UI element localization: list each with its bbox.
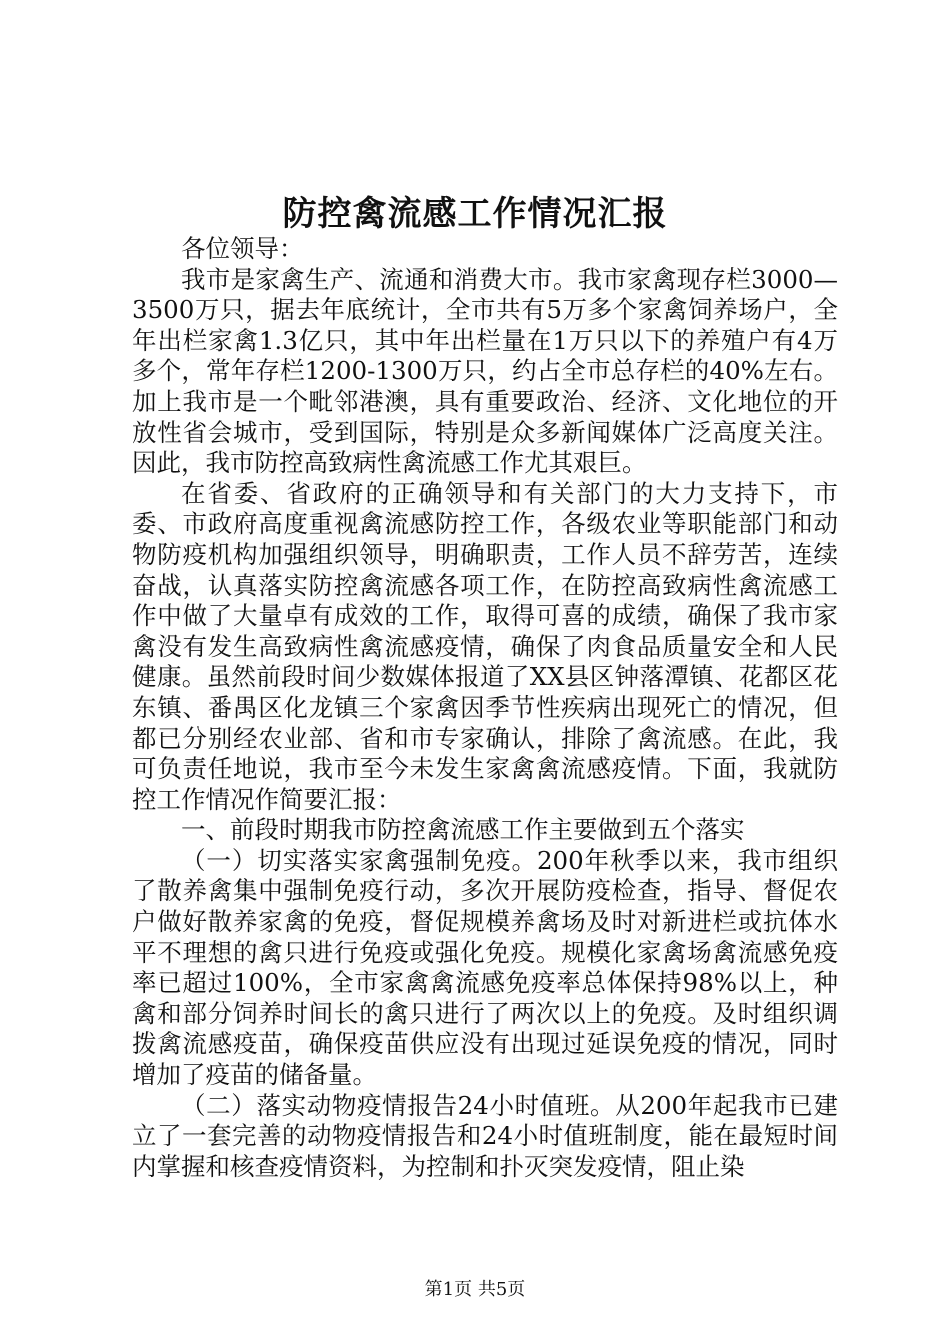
body-paragraph: 在省委、省政府的正确领导和有关部门的大力支持下，市委、市政府高度重视禽流感防控工作，各级农业等职能部门和动物防疫机构加强组织领导，明确职责，工作人员不辞劳苦，连续奋战，认真落实防控禽流感各项工作，在防控高致病性禽流感工作中做了大量卓有成效的工作，取得可喜的成绩，确保了我市家禽没有发生高致病性禽流感疫情，确保了肉食品质量安全和人民健康。虽然前段时间少数媒体报道了XX县区钟落潭镇、花都区花东镇、番禺区化龙镇三个家禽因季节性疾病出现死亡的情况，但都已分别经农业部、省和市专家确认，排除了禽流感。在此，我可负责任地说，我市至今未发生家禽禽流感疫情。下面，我就防控工作情况作简要汇报： bbox=[132, 478, 838, 814]
body-paragraph: 我市是家禽生产、流通和消费大市。我市家禽现存栏3000—3500万只，据去年底统计，全市共有5万多个家禽饲养场户，全年出栏家禽1.3亿只，其中年出栏量在1万只以下的养殖户有4万多个，常年存栏1200-1300万只，约占全市总存栏的40%左右。加上我市是一个毗邻港澳，具有重要政治、经济、文化地位的开放性省会城市，受到国际，特别是众多新闻媒体广泛高度关注。因此，我市防控高致病性禽流感工作尤其艰巨。 bbox=[132, 264, 838, 478]
body-paragraph: （二）落实动物疫情报告24小时值班。从200年起我市已建立了一套完善的动物疫情报告和24小时值班制度，能在最短时间内掌握和核查疫情资料，为控制和扑灭突发疫情，阻止染 bbox=[132, 1090, 838, 1181]
document-body bbox=[132, 234, 838, 1182]
salutation-paragraph: 各位领导： bbox=[181, 234, 304, 263]
page-footer: 第1页 共5页 bbox=[424, 1279, 526, 1300]
body-paragraph: （一）切实落实家禽强制免疫。200年秋季以来，我市组织了散养禽集中强制免疫行动，多次开展防疫检查，指导、督促农户做好散养家禽的免疫，督促规模养禽场及时对新进栏或抗体水平不理想的禽只进行免疫或强化免疫。规模化家禽场禽流感免疫率已超过100%，全市家禽禽流感免疫率总体保持98%以上，种禽和部分饲养时间长的禽只进行了两次以上的免疫。及时组织调拨禽流感疫苗，确保疫苗供应没有出现过延误免疫的情况，同时增加了疫苗的储备量。 bbox=[132, 845, 838, 1090]
document-title: 防控禽流感工作情况汇报 bbox=[282, 194, 668, 234]
section-heading: 一、前段时期我市防控禽流感工作主要做到五个落实 bbox=[181, 815, 745, 845]
